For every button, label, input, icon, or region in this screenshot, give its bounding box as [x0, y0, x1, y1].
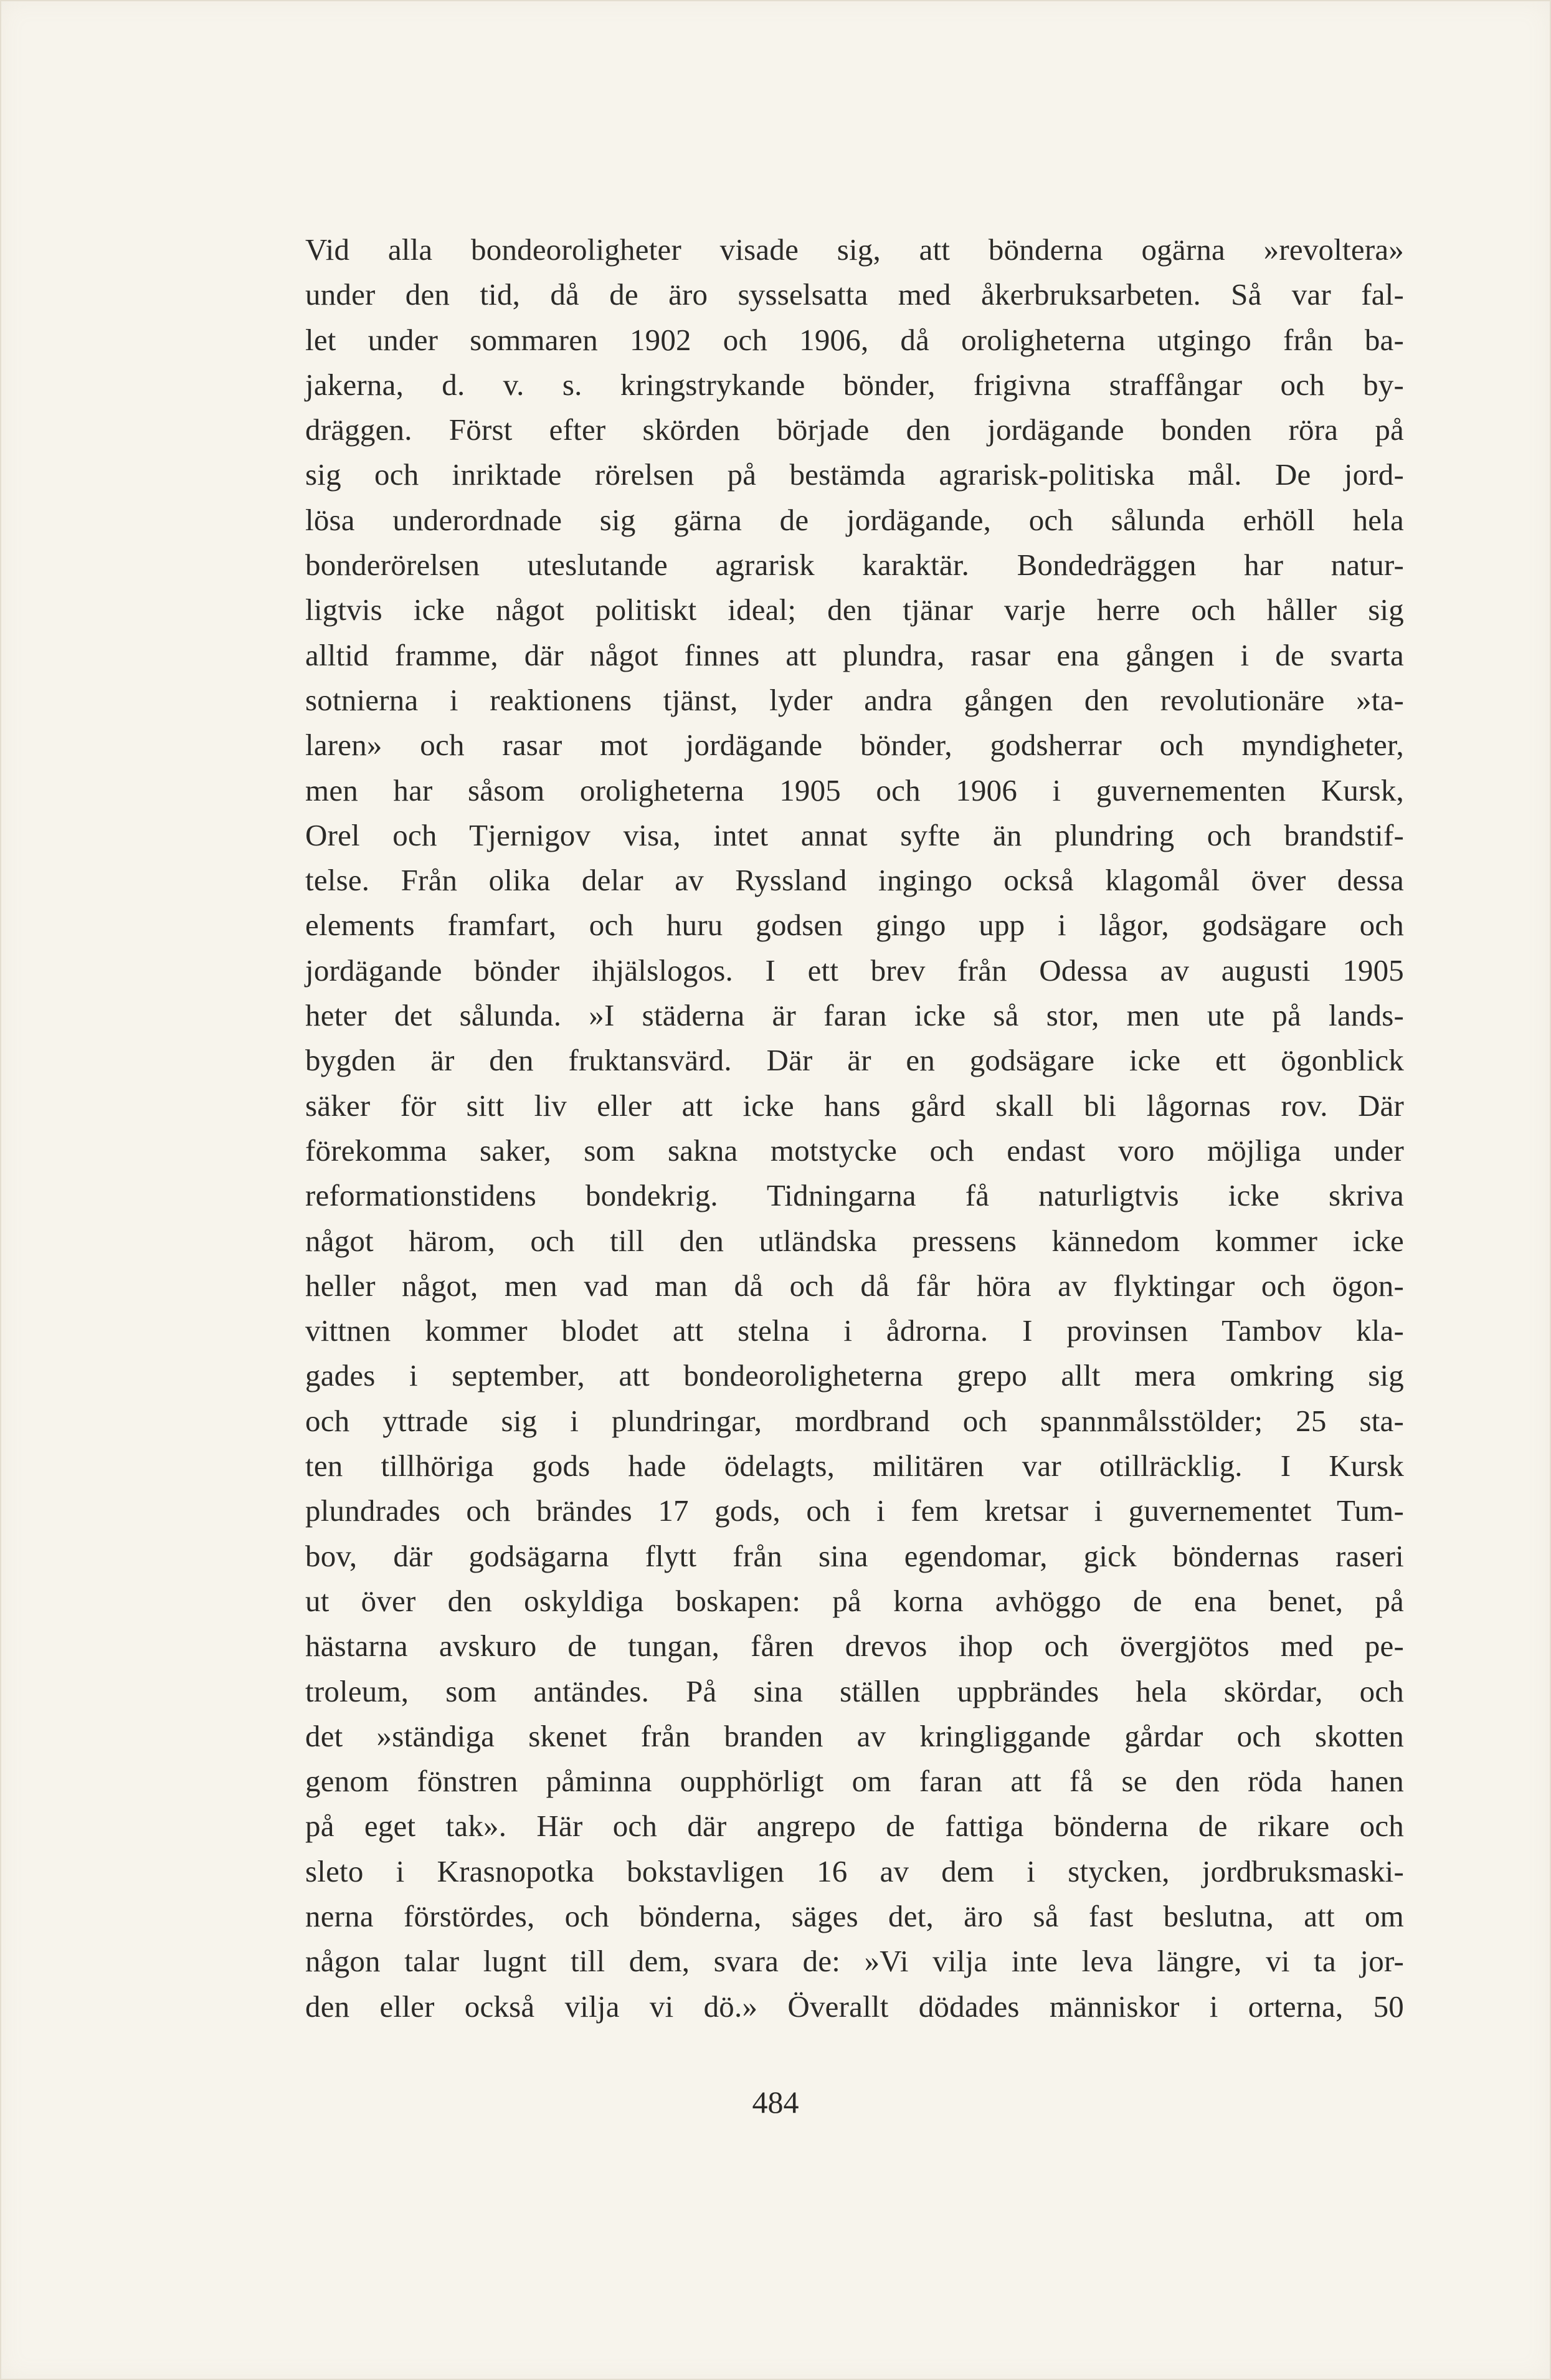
text-line-19: bygden är den fruktansvärd. Där är en godsägare icke ett ögonblick: [305, 1043, 1404, 1078]
text-line-15: telse. Från olika delar av Ryssland ingingo också klagomål över dessa: [305, 863, 1404, 898]
text-line-24: heller något, men vad man då och då får höra av flyktingar och ögon-: [305, 1268, 1404, 1303]
text-line-2: under den tid, då de äro sysselsatta med åkerbruksarbeten. Så var fal-: [305, 277, 1404, 312]
text-line-8: bonderörelsen uteslutande agrarisk karaktär. Bondedräggen har natur-: [305, 548, 1404, 583]
body-text: [305, 227, 1404, 2029]
text-line-25: vittnen kommer blodet att stelna i ådrorna. I provinsen Tambov kla-: [305, 1313, 1404, 1348]
text-line-3: let under sommaren 1902 och 1906, då oroligheterna utgingo från ba-: [305, 322, 1404, 357]
text-line-9: ligtvis icke något politiskt ideal; den tjänar varje herre och håller sig: [305, 593, 1404, 627]
page-number: 484: [752, 2085, 799, 2120]
text-line-38: nerna förstördes, och bönderna, säges det, äro så fast beslutna, att om: [305, 1898, 1404, 1933]
text-line-27: och yttrade sig i plundringar, mordbrand och spannmålsstölder; 25 sta-: [305, 1403, 1404, 1438]
text-line-39: någon talar lugnt till dem, svara de: »Vi vilja inte leva längre, vi ta jor-: [305, 1944, 1404, 1979]
text-line-21: förekomma saker, som sakna motstycke och endast voro möjliga under: [305, 1133, 1404, 1168]
text-line-1: Vid alla bondeoroligheter visade sig, att bönderna ogärna »revoltera»: [305, 232, 1404, 267]
text-line-32: hästarna avskuro de tungan, fåren drevos ihop och övergjötos med pe-: [305, 1629, 1404, 1664]
text-line-28: ten tillhöriga gods hade ödelagts, militären var otillräcklig. I Kursk: [305, 1449, 1404, 1483]
text-line-30: bov, där godsägarna flytt från sina egendomar, gick böndernas raseri: [305, 1538, 1404, 1573]
text-line-40: den eller också vilja vi dö.» Överallt dödades människor i orterna, 50: [305, 1989, 1404, 2024]
text-line-16: elements framfart, och huru godsen gingo upp i lågor, godsägare och: [305, 908, 1404, 943]
text-line-12: laren» och rasar mot jordägande bönder, godsherrar och myndigheter,: [305, 728, 1404, 763]
text-line-14: Orel och Tjernigov visa, intet annat syfte än plundring och brandstif-: [305, 817, 1404, 852]
text-line-18: heter det sålunda. »I städerna är faran icke så stor, men ute på lands-: [305, 998, 1404, 1033]
text-line-13: men har såsom oroligheterna 1905 och 1906 i guvernementen Kursk,: [305, 773, 1404, 807]
text-line-7: lösa underordnade sig gärna de jordägande, och sålunda erhöll hela: [305, 502, 1404, 537]
text-line-10: alltid framme, där något finnes att plundra, rasar ena gången i de svarta: [305, 637, 1404, 672]
text-line-11: sotnierna i reaktionens tjänst, lyder andra gången den revolutionäre »ta-: [305, 682, 1404, 717]
text-line-20: säker för sitt liv eller att icke hans gård skall bli lågornas rov. Där: [305, 1088, 1404, 1123]
text-line-17: jordägande bönder ihjälslogos. I ett brev från Odessa av augusti 1905: [305, 953, 1404, 988]
text-line-34: det »ständiga skenet från branden av kringliggande gårdar och skotten: [305, 1718, 1404, 1753]
text-line-35: genom fönstren påminna oupphörligt om faran att få se den röda hanen: [305, 1764, 1404, 1799]
text-line-36: på eget tak». Här och där angrepo de fattiga bönderna de rikare och: [305, 1809, 1404, 1844]
text-line-4: jakerna, d. v. s. kringstrykande bönder, frigivna straffångar och by-: [305, 367, 1404, 402]
text-line-6: sig och inriktade rörelsen på bestämda agrarisk-politiska mål. De jord-: [305, 457, 1404, 492]
text-line-23: något härom, och till den utländska pressens kännedom kommer icke: [305, 1223, 1404, 1258]
text-line-22: reformationstidens bondekrig. Tidningarna få naturligtvis icke skriva: [305, 1178, 1404, 1213]
text-line-37: sleto i Krasnopotka bokstavligen 16 av dem i stycken, jordbruksmaski-: [305, 1854, 1404, 1888]
text-line-26: gades i september, att bondeoroligheterna grepo allt mera omkring sig: [305, 1358, 1404, 1393]
text-line-33: troleum, som antändes. På sina ställen uppbrändes hela skördar, och: [305, 1673, 1404, 1708]
text-line-5: dräggen. Först efter skörden började den jordägande bonden röra på: [305, 412, 1404, 447]
text-line-29: plundrades och brändes 17 gods, och i fem kretsar i guvernementet Tum-: [305, 1493, 1404, 1528]
text-line-31: ut över den oskyldiga boskapen: på korna avhöggo de ena benet, på: [305, 1583, 1404, 1618]
